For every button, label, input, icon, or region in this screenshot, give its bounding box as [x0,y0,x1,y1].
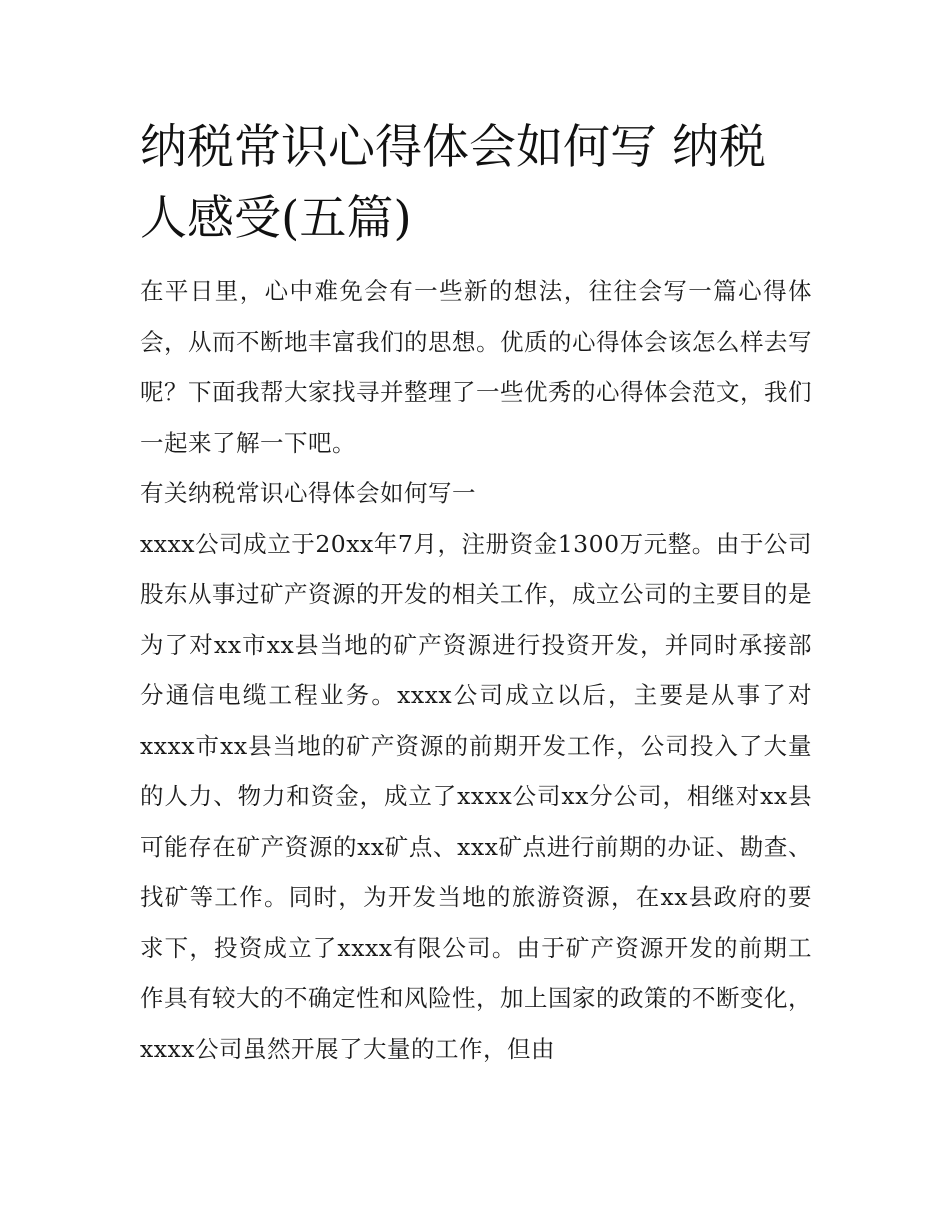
document-page [140,112,812,1074]
section-body-paragraph: xxxx公司成立于20xx年7月，注册资金1300万元整。由于公司股东从事过矿产资源的开发的相关工作，成立公司的主要目的是为了对xx市xx县当地的矿产资源进行投资开发，并同时承接部分通信电缆工程业务。xxxx公司成立以后，主要是从事了对xxxx市xx县当地的矿产资源的前期开发工作，公司投入了大量的人力、物力和资金，成立了xxxx公司xx分公司，相继对xx县可能存在矿产资源的xx矿点、xxx矿点进行前期的办证、勘查、找矿等工作。同时，为开发当地的旅游资源，在xx县政府的要求下，投资成立了xxxx有限公司。由于矿产资源开发的前期工作具有较大的不确定性和风险性，加上国家的政策的不断变化，xxxx公司虽然开展了大量的工作，但由 [140,529,812,1063]
section-heading: 有关纳税常识心得体会如何写一 [140,479,476,507]
document-title: 纳税常识心得体会如何写 纳税人感受(五篇) [140,120,766,246]
intro-paragraph: 在平日里，心中难免会有一些新的想法，往往会写一篇心得体会，从而不断地丰富我们的思想。优质的心得体会该怎么样去写呢？下面我帮大家找寻并整理了一些优秀的心得体会范文，我们一起来了解一下吧。 [140,277,812,457]
